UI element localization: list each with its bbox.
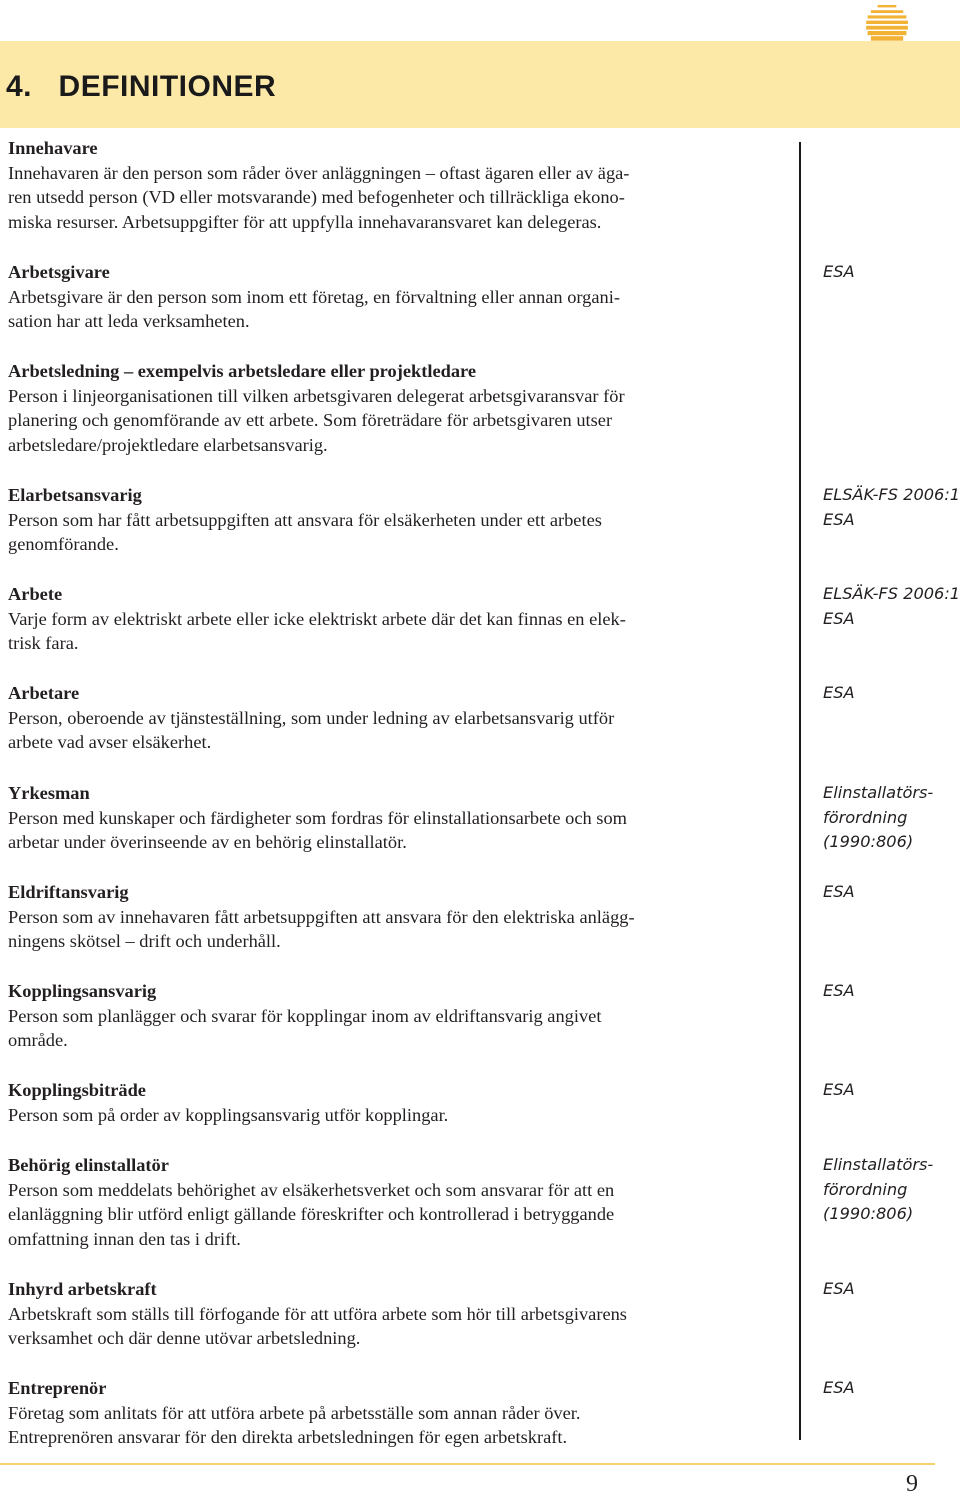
definition-line: Person som av innehavaren fått arbetsuppgiften att ansvara för den elektriska anlägg- (8, 906, 635, 927)
reference-line: ELSÄK-FS 2006:1 (823, 485, 960, 504)
reference-line: ESA (823, 1279, 855, 1298)
definition-line: verksamhet och där denne utövar arbetsledning. (8, 1328, 361, 1349)
footer-rule (0, 1463, 935, 1465)
reference-arbete (823, 582, 960, 631)
definition-line: ren utsedd person (VD eller motsvarande) med befogenheter och tillräckliga ekono- (8, 187, 625, 208)
reference-line: (1990:806) (823, 832, 914, 852)
definition-line: miska resurser. Arbetsuppgifter för att uppfylla innehavaransvaret kan delegeras. (8, 212, 602, 233)
reference-arbetsgivare (823, 260, 960, 285)
reference-entreprenor (823, 1376, 960, 1401)
reference-line: förordning (823, 807, 908, 827)
definition-arbetare (8, 681, 778, 755)
definition-term: Arbetsgivare (8, 262, 110, 282)
definition-line: ningens skötsel – drift och underhåll. (8, 931, 281, 952)
definition-yrkesman (8, 781, 778, 855)
definition-line: Arbetsgivare är den person som inom ett företag, en förvaltning eller annan organi- (8, 286, 620, 307)
definition-kopplingsbitrade (8, 1078, 778, 1127)
reference-line: (1990:806) (823, 1204, 914, 1224)
reference-kopplingsbitrade (823, 1078, 960, 1103)
column-divider (799, 142, 801, 1440)
reference-kopplingsansvarig (823, 979, 960, 1004)
definition-term: Eldriftansvarig (8, 882, 129, 902)
definition-elarbetsansvarig (8, 483, 778, 557)
definition-line: trisk fara. (8, 633, 79, 654)
reference-line: Elinstallatörs- (823, 1155, 934, 1174)
definition-line: Person som meddelats behörighet av elsäkerhetsverket och som ansvarar för att en (8, 1179, 615, 1200)
reference-line: ESA (823, 1378, 855, 1397)
definition-line: planering och genomförande av ett arbete. Som företrädare för arbetsgivaren utser (8, 410, 613, 431)
definition-term: Arbetare (8, 683, 80, 703)
definition-line: genomförande. (8, 534, 119, 555)
definition-line: Person, oberoende av tjänsteställning, som under ledning av elarbetsansvarig utför (8, 707, 615, 728)
definition-arbetsledning (8, 359, 778, 458)
definition-line: arbetsledare/projektledare elarbetsansvarig. (8, 435, 328, 456)
definition-term: Yrkesman (8, 783, 90, 803)
definition-entreprenor (8, 1376, 778, 1450)
reference-line: ESA (823, 882, 855, 901)
definition-line: Entreprenören ansvarar för den direkta arbetsledningen för egen arbetskraft. (8, 1427, 568, 1448)
definition-innehavare (8, 136, 778, 235)
definition-eldriftansvarig (8, 880, 778, 954)
reference-line: ESA (823, 1080, 855, 1099)
definition-line: Person som på order av kopplingsansvarig utför kopplingar. (8, 1104, 449, 1125)
definition-line: arbete vad avser elsäkerhet. (8, 732, 212, 753)
definition-line: sation har att leda verksamheten. (8, 311, 250, 332)
reference-line: ESA (823, 608, 855, 628)
reference-yrkesman (823, 781, 960, 855)
reference-line: ELSÄK-FS 2006:1 (823, 584, 960, 603)
reference-line: ESA (823, 509, 855, 529)
reference-elarbetsansvarig (823, 483, 960, 532)
reference-behorig-elinstallator (823, 1153, 960, 1227)
definition-line: Person som planlägger och svarar för kopplingar inom av eldriftansvarig angivet (8, 1005, 602, 1026)
reference-line: Elinstallatörs- (823, 783, 934, 802)
reference-line: ESA (823, 981, 855, 1000)
reference-eldriftansvarig (823, 880, 960, 905)
definition-arbete (8, 582, 778, 656)
definition-term: Arbetsledning – exempelvis arbetsledare eller projektledare (8, 361, 477, 381)
chapter-title: 4. DEFINITIONER (6, 70, 277, 103)
definition-kopplingsansvarig (8, 979, 778, 1053)
definition-line: Person i linjeorganisationen till vilken arbetsgivaren delegerat arbetsgivaransvar för (8, 385, 625, 406)
definition-term: Arbete (8, 584, 63, 604)
definition-line: Varje form av elektriskt arbete eller icke elektriskt arbete där det kan finnas en elek- (8, 608, 626, 629)
definition-line: omfattning innan den tas i drift. (8, 1229, 241, 1250)
page-number: 9 (906, 1471, 918, 1497)
definition-line: arbetar under överinseende av en behörig elinstallatör. (8, 832, 407, 853)
definition-line: Innehavaren är den person som råder över anläggningen – oftast ägaren eller av äga- (8, 162, 630, 183)
definition-line: Företag som anlitats för att utföra arbete på arbetsställe som annan råder över. (8, 1402, 581, 1423)
definition-term: Behörig elinstallatör (8, 1155, 169, 1175)
definition-line: elanläggning blir utförd enligt gällande föreskrifter och kontrollerad i betryggande (8, 1204, 615, 1225)
definition-term: Kopplingsbiträde (8, 1080, 146, 1100)
definition-term: Elarbetsansvarig (8, 485, 142, 505)
definition-term: Entreprenör (8, 1378, 107, 1398)
definition-term: Innehavare (8, 138, 98, 158)
definition-line: Arbetskraft som ställs till förfogande för att utföra arbete som hör till arbetsgivarens (8, 1303, 627, 1324)
definition-term: Inhyrd arbetskraft (8, 1279, 157, 1299)
definition-line: Person med kunskaper och färdigheter som fordras för elinstallationsarbete och som (8, 807, 627, 828)
reference-line: förordning (823, 1179, 908, 1199)
definition-term: Kopplingsansvarig (8, 981, 157, 1001)
reference-inhyrd-arbetskraft (823, 1277, 960, 1302)
reference-line: ESA (823, 262, 855, 281)
definition-inhyrd-arbetskraft (8, 1277, 778, 1351)
reference-arbetare (823, 681, 960, 706)
definition-line: område. (8, 1030, 68, 1051)
definition-behorig-elinstallator (8, 1153, 778, 1252)
definition-line: Person som har fått arbetsuppgiften att ansvara för elsäkerheten under ett arbetes (8, 509, 602, 530)
reference-line: ESA (823, 683, 855, 702)
definition-arbetsgivare (8, 260, 778, 334)
